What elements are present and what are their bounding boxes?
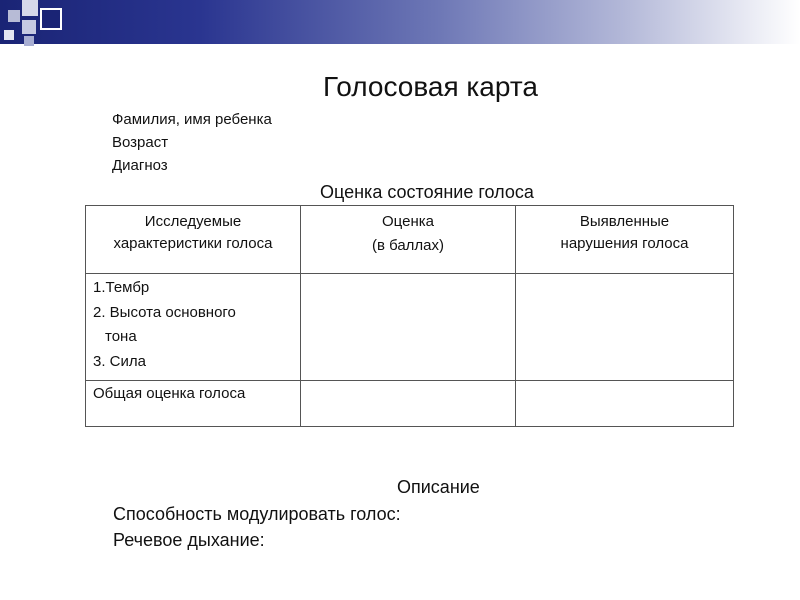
table-caption: Оценка состояние голоса [320,182,534,202]
overall-label-cell [86,381,301,427]
table-row [86,381,734,427]
header-line: Выявленные [579,213,670,230]
page-title: Голосовая карта [323,71,538,102]
score-cell [301,274,516,381]
header-cell-violations [516,206,734,274]
header-line: Оценка [382,213,434,230]
decorative-square [22,20,36,34]
characteristic-item: 3. Сила [93,352,146,370]
decorative-square [40,8,62,30]
table-row [86,274,734,381]
decorative-square [22,0,38,16]
overall-row-label: Общая оценка голоса [93,385,246,402]
voice-assessment-table [85,205,734,427]
header-cell-characteristics [86,206,301,274]
header-line: Исследуемые [144,213,242,230]
description-line-breathing: Речевое дыхание: [113,530,265,550]
overall-violations-cell [516,381,734,427]
characteristics-cell [86,274,301,381]
header-cell-score [301,206,516,274]
characteristic-item: тона [105,328,137,345]
field-child-name: Фамилия, имя ребенка [112,111,272,128]
header-gradient-bar [0,0,800,44]
description-title: Описание [397,477,480,497]
violations-cell [516,274,734,381]
table-header-row [86,206,734,274]
characteristic-item: 2. Высота основного [93,303,236,321]
field-diagnosis: Диагноз [112,157,168,174]
field-age: Возраст [112,134,169,151]
decorative-square [8,10,20,22]
decorative-square [4,30,14,40]
overall-score-cell [301,381,516,427]
description-line-modulation: Способность модулировать голос: [113,504,401,524]
decorative-square [24,36,34,46]
header-line: характеристики голоса [113,235,273,252]
characteristic-item: 1.Тембр [93,279,150,296]
header-line: (в баллах) [371,237,445,254]
header-line: нарушения голоса [560,235,689,252]
